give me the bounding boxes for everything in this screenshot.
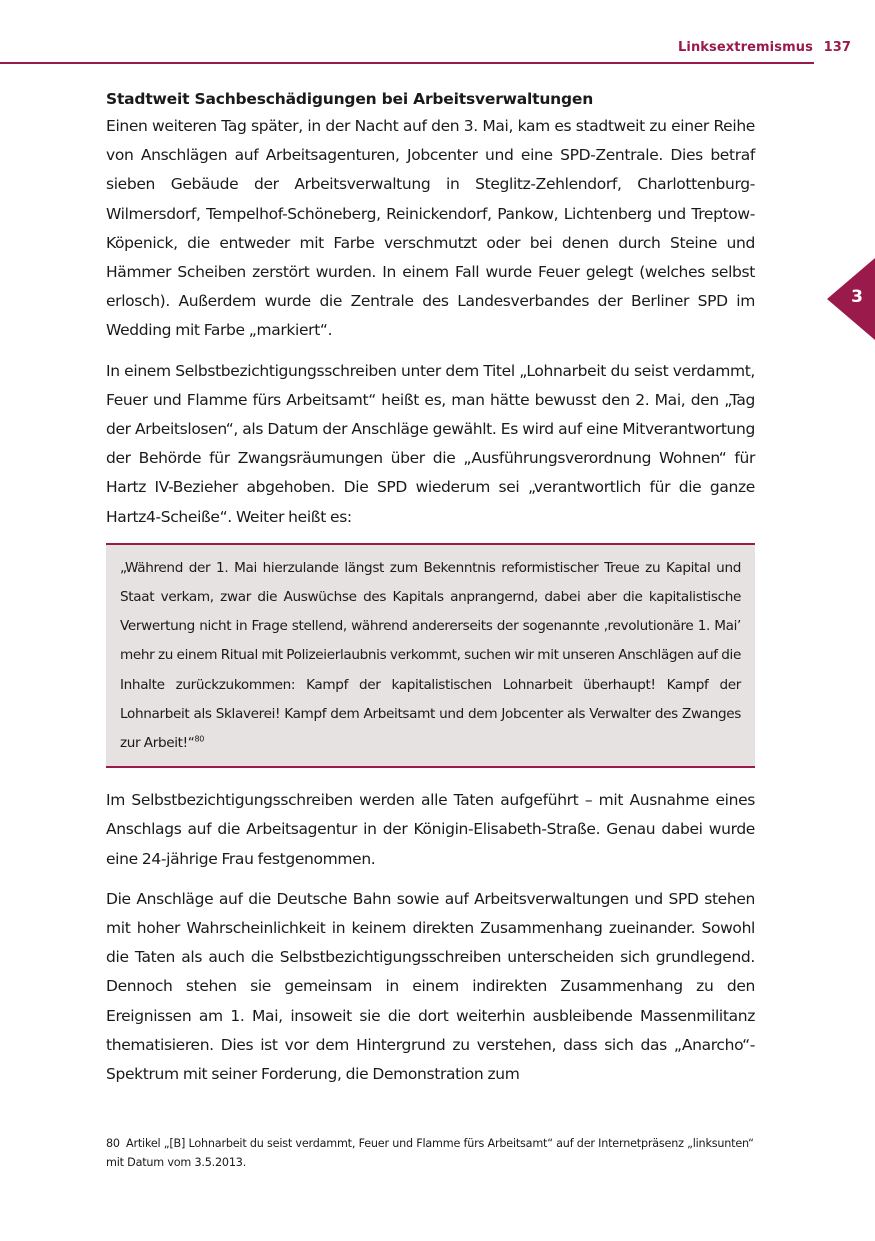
footnote-number: 80 xyxy=(106,1137,120,1150)
running-head-title: Linksextremismus xyxy=(678,40,813,55)
main-content xyxy=(106,86,755,1100)
header-rule xyxy=(0,62,814,64)
paragraph: Einen weiteren Tag später, in der Nacht auf den 3. Mai, kam es stadtweit zu einer Reihe von Anschlägen auf Arbeitsagenturen, Jobcenter und eine SPD-Zentrale. Dies betraf sieben Gebäude der Arbeitsverwaltung in Steglitz-Zehlendorf, Charlottenburg-Wilmersdorf, Tempelhof-Schöneberg, Reinickendorf, Pankow, Lichtenberg und Treptow-Köpenick, die entweder mit Farbe verschmutzt oder bei denen durch Steine und Hämmer Scheiben zerstört wurden. In einem Fall wurde Feuer gelegt (welches selbst erlosch). Außerdem wurde die Zentrale des Landesverbandes der Berliner SPD im Wedding mit Farbe „markiert“. xyxy=(106,117,755,340)
footnote xyxy=(106,1134,755,1172)
quote-text-container xyxy=(120,554,741,758)
footnote-reference[interactable]: 80 xyxy=(194,734,204,744)
chapter-tab xyxy=(827,258,875,340)
quote-text: „Während der 1. Mai hierzulande längst zum Bekenntnis reformistischer Treue zu Kapital und Staat verkam, zwar die Auswüchse des Kapitals anprangernd, dabei aber die kapitalistische Verwertung nicht in Frage stellend, während andererseits der sogenannte ‚revolutionäre 1. Mai’ mehr zu einem Ritual mit Polizeierlaubnis verkommt, suchen wir mit unseren Anschlägen auf die Inhalte zurückzukommen: Kampf der kapitalistischen Lohnarbeit überhaupt! Kampf der Lohnarbeit als Sklaverei! Kampf dem Arbeitsamt und dem Jobcenter als Verwalter des Zwanges zur Arbeit!“ xyxy=(120,559,741,752)
page-number: 137 xyxy=(823,40,851,55)
section-heading: Stadtweit Sachbeschädigungen bei Arbeitsverwaltungen xyxy=(106,90,594,108)
paragraph: In einem Selbstbezichtigungsschreiben unter dem Titel „Lohnarbeit du seist verdammt, Feuer und Flamme fürs Arbeitsamt“ heißt es, man hätte bewusst den 2. Mai, den „Tag der Arbeitslosen“, als Datum der Anschläge gewählt. Es wird auf eine Mitverantwortung der Behörde für Zwangsräumungen über die „Ausführungsverordnung Wohnen“ für Hartz IV-Bezieher abgehoben. Die SPD wiederum sei „verantwortlich für die ganze Hartz4-Scheiße“. Weiter heißt es: xyxy=(106,361,755,526)
running-head xyxy=(678,40,851,55)
chapter-number: 3 xyxy=(851,287,863,307)
block-quote xyxy=(106,543,755,768)
footnote-text: Artikel „[B] Lohnarbeit du seist verdammt, Feuer und Flamme fürs Arbeitsamt“ auf der Internetpräsenz „linksunten“ mit Datum vom 3.5.2013. xyxy=(106,1137,754,1169)
paragraph: Die Anschläge auf die Deutsche Bahn sowie auf Arbeitsverwaltungen und SPD stehen mit hoher Wahrscheinlichkeit in keinem direkten Zusammenhang zueinander. Sowohl die Taten als auch die Selbstbezichtigungsschreiben unterscheiden sich grundlegend. Dennoch stehen sie gemeinsam in einem indirekten Zusammenhang zu den Ereignissen am 1. Mai, insoweit sie die dort weiterhin ausbleibende Massenmilitanz thematisieren. Dies ist vor dem Hintergrund zu verstehen, dass sich das „Anarcho“- Spektrum mit seiner Forderung, die Demonstration zum xyxy=(106,889,755,1084)
paragraph: Im Selbstbezichtigungsschreiben werden alle Taten aufgeführt – mit Ausnahme eines Anschlags auf die Arbeitsagentur in der Königin-Elisabeth-Straße. Genau dabei wurde eine 24-jährige Frau festgenommen. xyxy=(106,791,755,868)
